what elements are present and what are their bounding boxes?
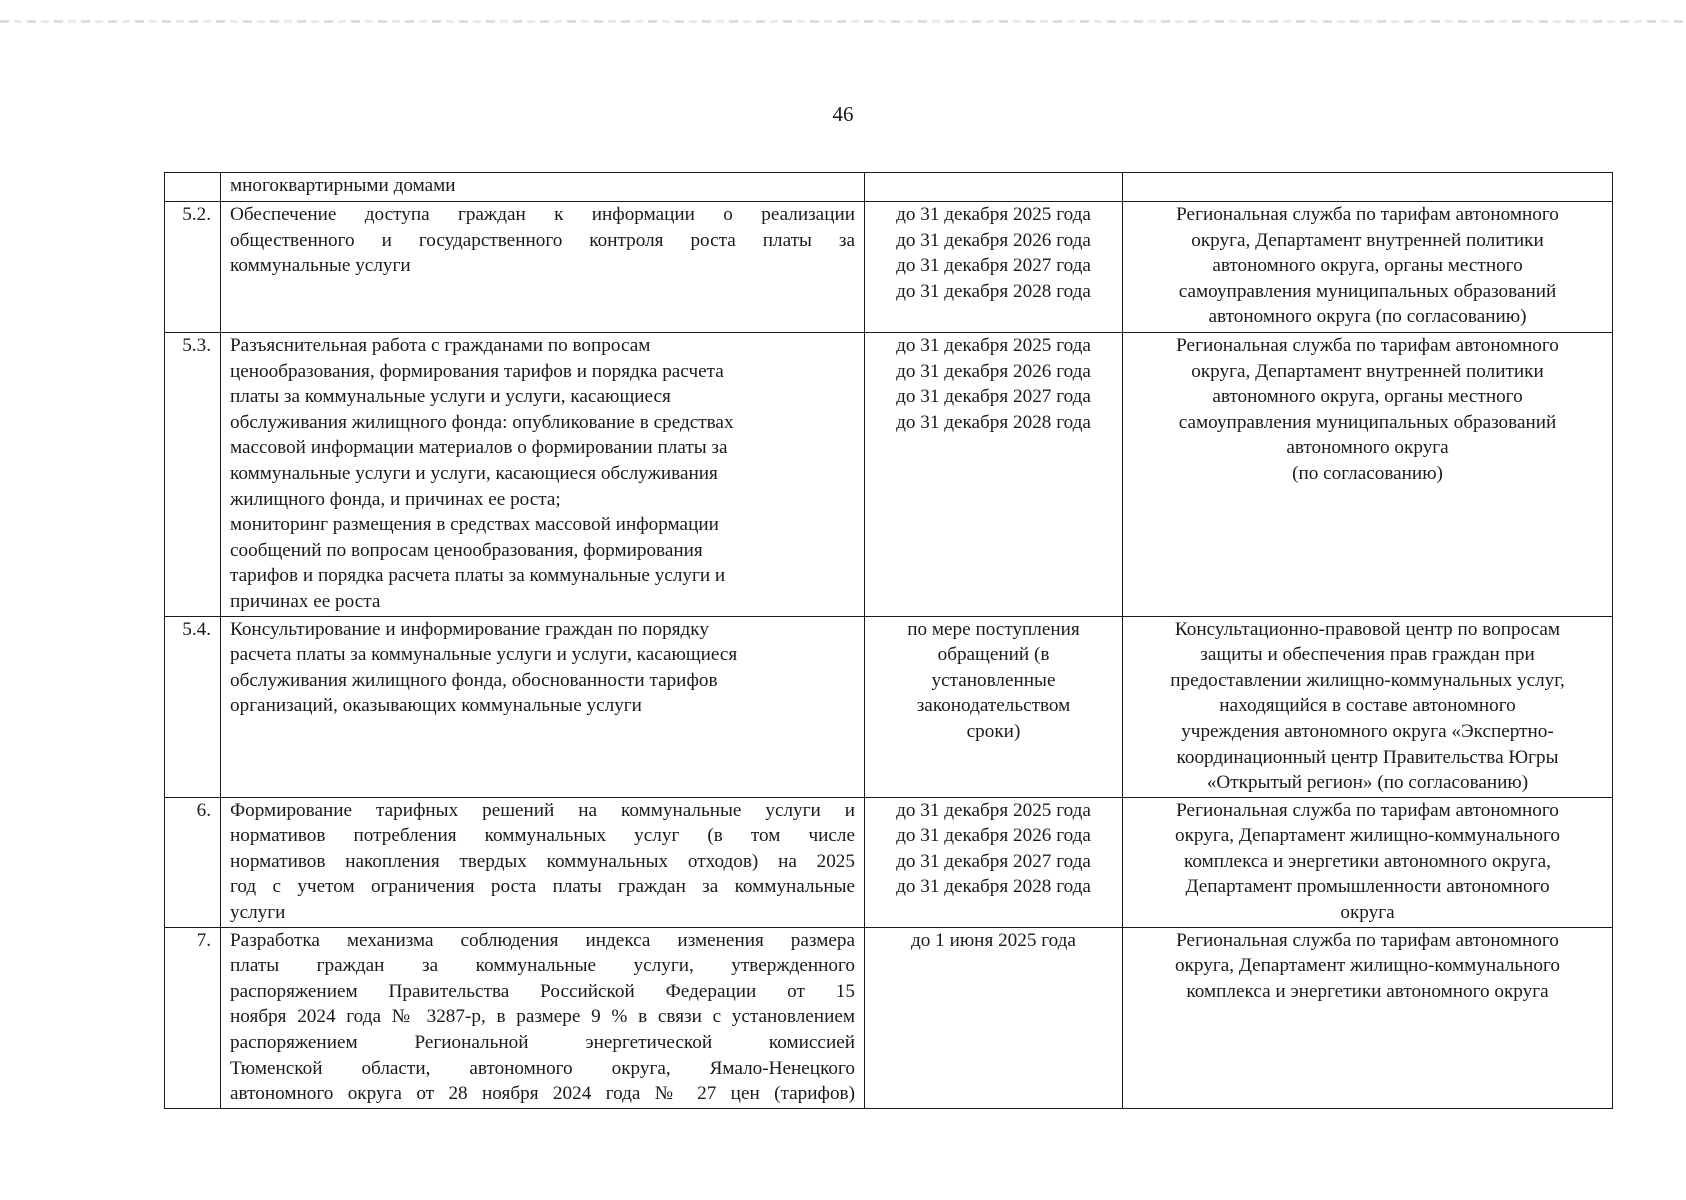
description-line: Обеспечение доступа граждан к информации о реализации [230, 204, 855, 225]
description-line: обслуживания жилищного фонда, обоснованности тарифов [230, 669, 718, 691]
responsible-line: Департамент промышленности автономного [1185, 876, 1550, 898]
measures-table-body [165, 173, 1613, 1109]
description-line: нормативов накопления твердых коммунальных отходов) на 2025 [230, 850, 855, 872]
description-line: платы за коммунальные услуги и услуги, касающиеся [230, 386, 671, 408]
description-line: услуги [230, 902, 286, 924]
description-line: причинах ее роста [230, 590, 381, 612]
row-term-cell [865, 202, 1123, 333]
responsible-line: самоуправления муниципальных образований [1178, 411, 1557, 433]
description-line: год с учетом ограничения роста платы граждан за коммунальные [230, 876, 855, 898]
term-line: до 31 декабря 2025 года [896, 799, 1091, 821]
row-description-cell [221, 202, 865, 333]
measures-table [164, 172, 1613, 1109]
description-line: Формирование тарифных решений на коммунальные услуги и [230, 799, 855, 821]
row-term-cell [865, 173, 1123, 202]
row-number-cell [165, 797, 221, 927]
term-line: до 31 декабря 2025 года [896, 335, 1091, 356]
responsible-line: автономного округа (по согласованию) [1208, 306, 1527, 328]
responsible-line: Региональная служба по тарифам автономного [1176, 799, 1559, 821]
term-line: до 31 декабря 2028 года [896, 411, 1091, 433]
row-description-cell [221, 927, 865, 1108]
term-line: до 31 декабря 2027 года [896, 850, 1091, 872]
responsible-line: комплекса и энергетики автономного округа, [1184, 850, 1551, 872]
term-line: установленные [931, 669, 1056, 691]
term-line: законодательством [916, 695, 1071, 717]
term-line: до 31 декабря 2027 года [896, 255, 1091, 277]
term-line: обращений (в [937, 644, 1050, 666]
responsible-line: автономного округа, органы местного [1212, 255, 1523, 277]
table-row [165, 202, 1613, 333]
row-responsible-cell [1123, 202, 1613, 333]
description-line: мониторинг размещения в средствах массовой информации [230, 514, 719, 536]
responsible-line: «Открытый регион» (по согласованию) [1206, 772, 1529, 794]
description-line: расчета платы за коммунальные услуги и услуги, касающиеся [230, 644, 738, 666]
term-line: до 31 декабря 2026 года [896, 825, 1091, 847]
row-responsible-cell [1123, 173, 1613, 202]
row-responsible-cell [1123, 616, 1613, 797]
row-number-cell [165, 616, 221, 797]
row-number-cell [165, 333, 221, 617]
description-line: Консультирование и информирование граждан по порядку [230, 618, 709, 640]
term-line: до 1 июня 2025 года [911, 929, 1076, 951]
row-term-cell [865, 797, 1123, 927]
responsible-line: автономного округа, органы местного [1212, 386, 1523, 408]
responsible-line: предоставлении жилищно-коммунальных услуг, [1170, 669, 1565, 691]
responsible-line: округа, Департамент жилищно-коммунального [1174, 825, 1560, 847]
row-number: 7. [196, 929, 211, 951]
row-number: 6. [196, 799, 211, 821]
row-number-cell [165, 927, 221, 1108]
row-responsible-cell [1123, 333, 1613, 617]
row-responsible-cell [1123, 797, 1613, 927]
description-line: ноября 2024 года № 3287-р, в размере 9 % в связи с установлением [230, 1006, 855, 1028]
row-term-cell [865, 333, 1123, 617]
responsible-line: Региональная служба по тарифам автономного [1176, 204, 1559, 225]
term-line: до 31 декабря 2026 года [896, 360, 1091, 382]
term-line: до 31 декабря 2028 года [896, 876, 1091, 898]
description-line: распоряжением Правительства Российской Федерации от 15 [230, 980, 855, 1002]
responsible-line: округа [1340, 902, 1395, 924]
row-description-cell [221, 173, 865, 202]
responsible-line: комплекса и энергетики автономного округа [1186, 980, 1549, 1002]
term-line: до 31 декабря 2027 года [896, 386, 1091, 408]
term-line: сроки) [966, 720, 1021, 742]
description-line: Тюменской области, автономного округа, Ямало-Ненецкого [230, 1057, 855, 1079]
description-line: тарифов и порядка расчета платы за коммунальные услуги и [230, 565, 726, 587]
responsible-line: координационный центр Правительства Югры [1176, 746, 1559, 768]
page-number: 46 [832, 102, 854, 126]
description-line: платы граждан за коммунальные услуги, утвержденного [230, 955, 855, 977]
responsible-line: защиты и обеспечения прав граждан при [1200, 644, 1535, 666]
term-line: до 31 декабря 2026 года [896, 229, 1091, 251]
description-line: жилищного фонда, и причинах ее роста; [230, 488, 561, 510]
responsible-line: округа, Департамент внутренней политики [1191, 229, 1544, 251]
row-term-cell [865, 616, 1123, 797]
term-line: до 31 декабря 2028 года [896, 280, 1091, 302]
row-number-cell [165, 202, 221, 333]
description-line: сообщений по вопросам ценообразования, формирования [230, 539, 703, 561]
table-row [165, 616, 1613, 797]
row-term-cell [865, 927, 1123, 1108]
responsible-line: учреждения автономного округа «Экспертно- [1181, 720, 1554, 742]
description-line: обслуживания жилищного фонда: опубликование в средствах [230, 411, 734, 433]
row-number-cell [165, 173, 221, 202]
description-line: коммунальные услуги [230, 255, 411, 277]
table-row [165, 173, 1613, 202]
responsible-line: (по согласованию) [1292, 462, 1443, 484]
description-line: организаций, оказывающих коммунальные услуги [230, 695, 642, 717]
description-line: общественного и государственного контроля роста платы за [230, 229, 855, 251]
row-number: 5.4. [182, 618, 211, 640]
description-line: коммунальные услуги и услуги, касающиеся обслуживания [230, 462, 718, 484]
description-line: нормативов потребления коммунальных услуг (в том числе [230, 825, 855, 847]
description-line: автономного округа от 28 ноября 2024 года № 27 цен (тарифов) [230, 1083, 855, 1105]
term-line: по мере поступления [907, 618, 1080, 640]
row-description-cell [221, 333, 865, 617]
description-line: ценообразования, формирования тарифов и порядка расчета [230, 360, 724, 382]
term-line: до 31 декабря 2025 года [896, 204, 1091, 225]
responsible-line: Региональная служба по тарифам автономного [1176, 335, 1559, 356]
description-line: массовой информации материалов о формировании платы за [230, 437, 728, 459]
responsible-line: округа, Департамент жилищно-коммунального [1174, 955, 1560, 977]
description-line: Разработка механизма соблюдения индекса изменения размера [230, 929, 855, 951]
responsible-line: Региональная служба по тарифам автономного [1176, 929, 1559, 951]
responsible-line: находящийся в составе автономного [1219, 695, 1516, 717]
table-row [165, 333, 1613, 617]
description-line: многоквартирными домами [230, 175, 456, 196]
scan-edge-artifact [0, 20, 1686, 23]
table-row [165, 927, 1613, 1108]
row-description-cell [221, 616, 865, 797]
row-number: 5.3. [182, 335, 211, 356]
description-line: распоряжением Региональной энергетической комиссией [230, 1032, 855, 1054]
responsible-line: округа, Департамент внутренней политики [1191, 360, 1544, 382]
row-number: 5.2. [182, 204, 211, 225]
responsible-line: автономного округа [1286, 437, 1449, 459]
row-responsible-cell [1123, 927, 1613, 1108]
responsible-line: Консультационно-правовой центр по вопросам [1174, 618, 1561, 640]
table-row [165, 797, 1613, 927]
description-line: Разъяснительная работа с гражданами по вопросам [230, 335, 651, 356]
responsible-line: самоуправления муниципальных образований [1178, 280, 1557, 302]
row-description-cell [221, 797, 865, 927]
